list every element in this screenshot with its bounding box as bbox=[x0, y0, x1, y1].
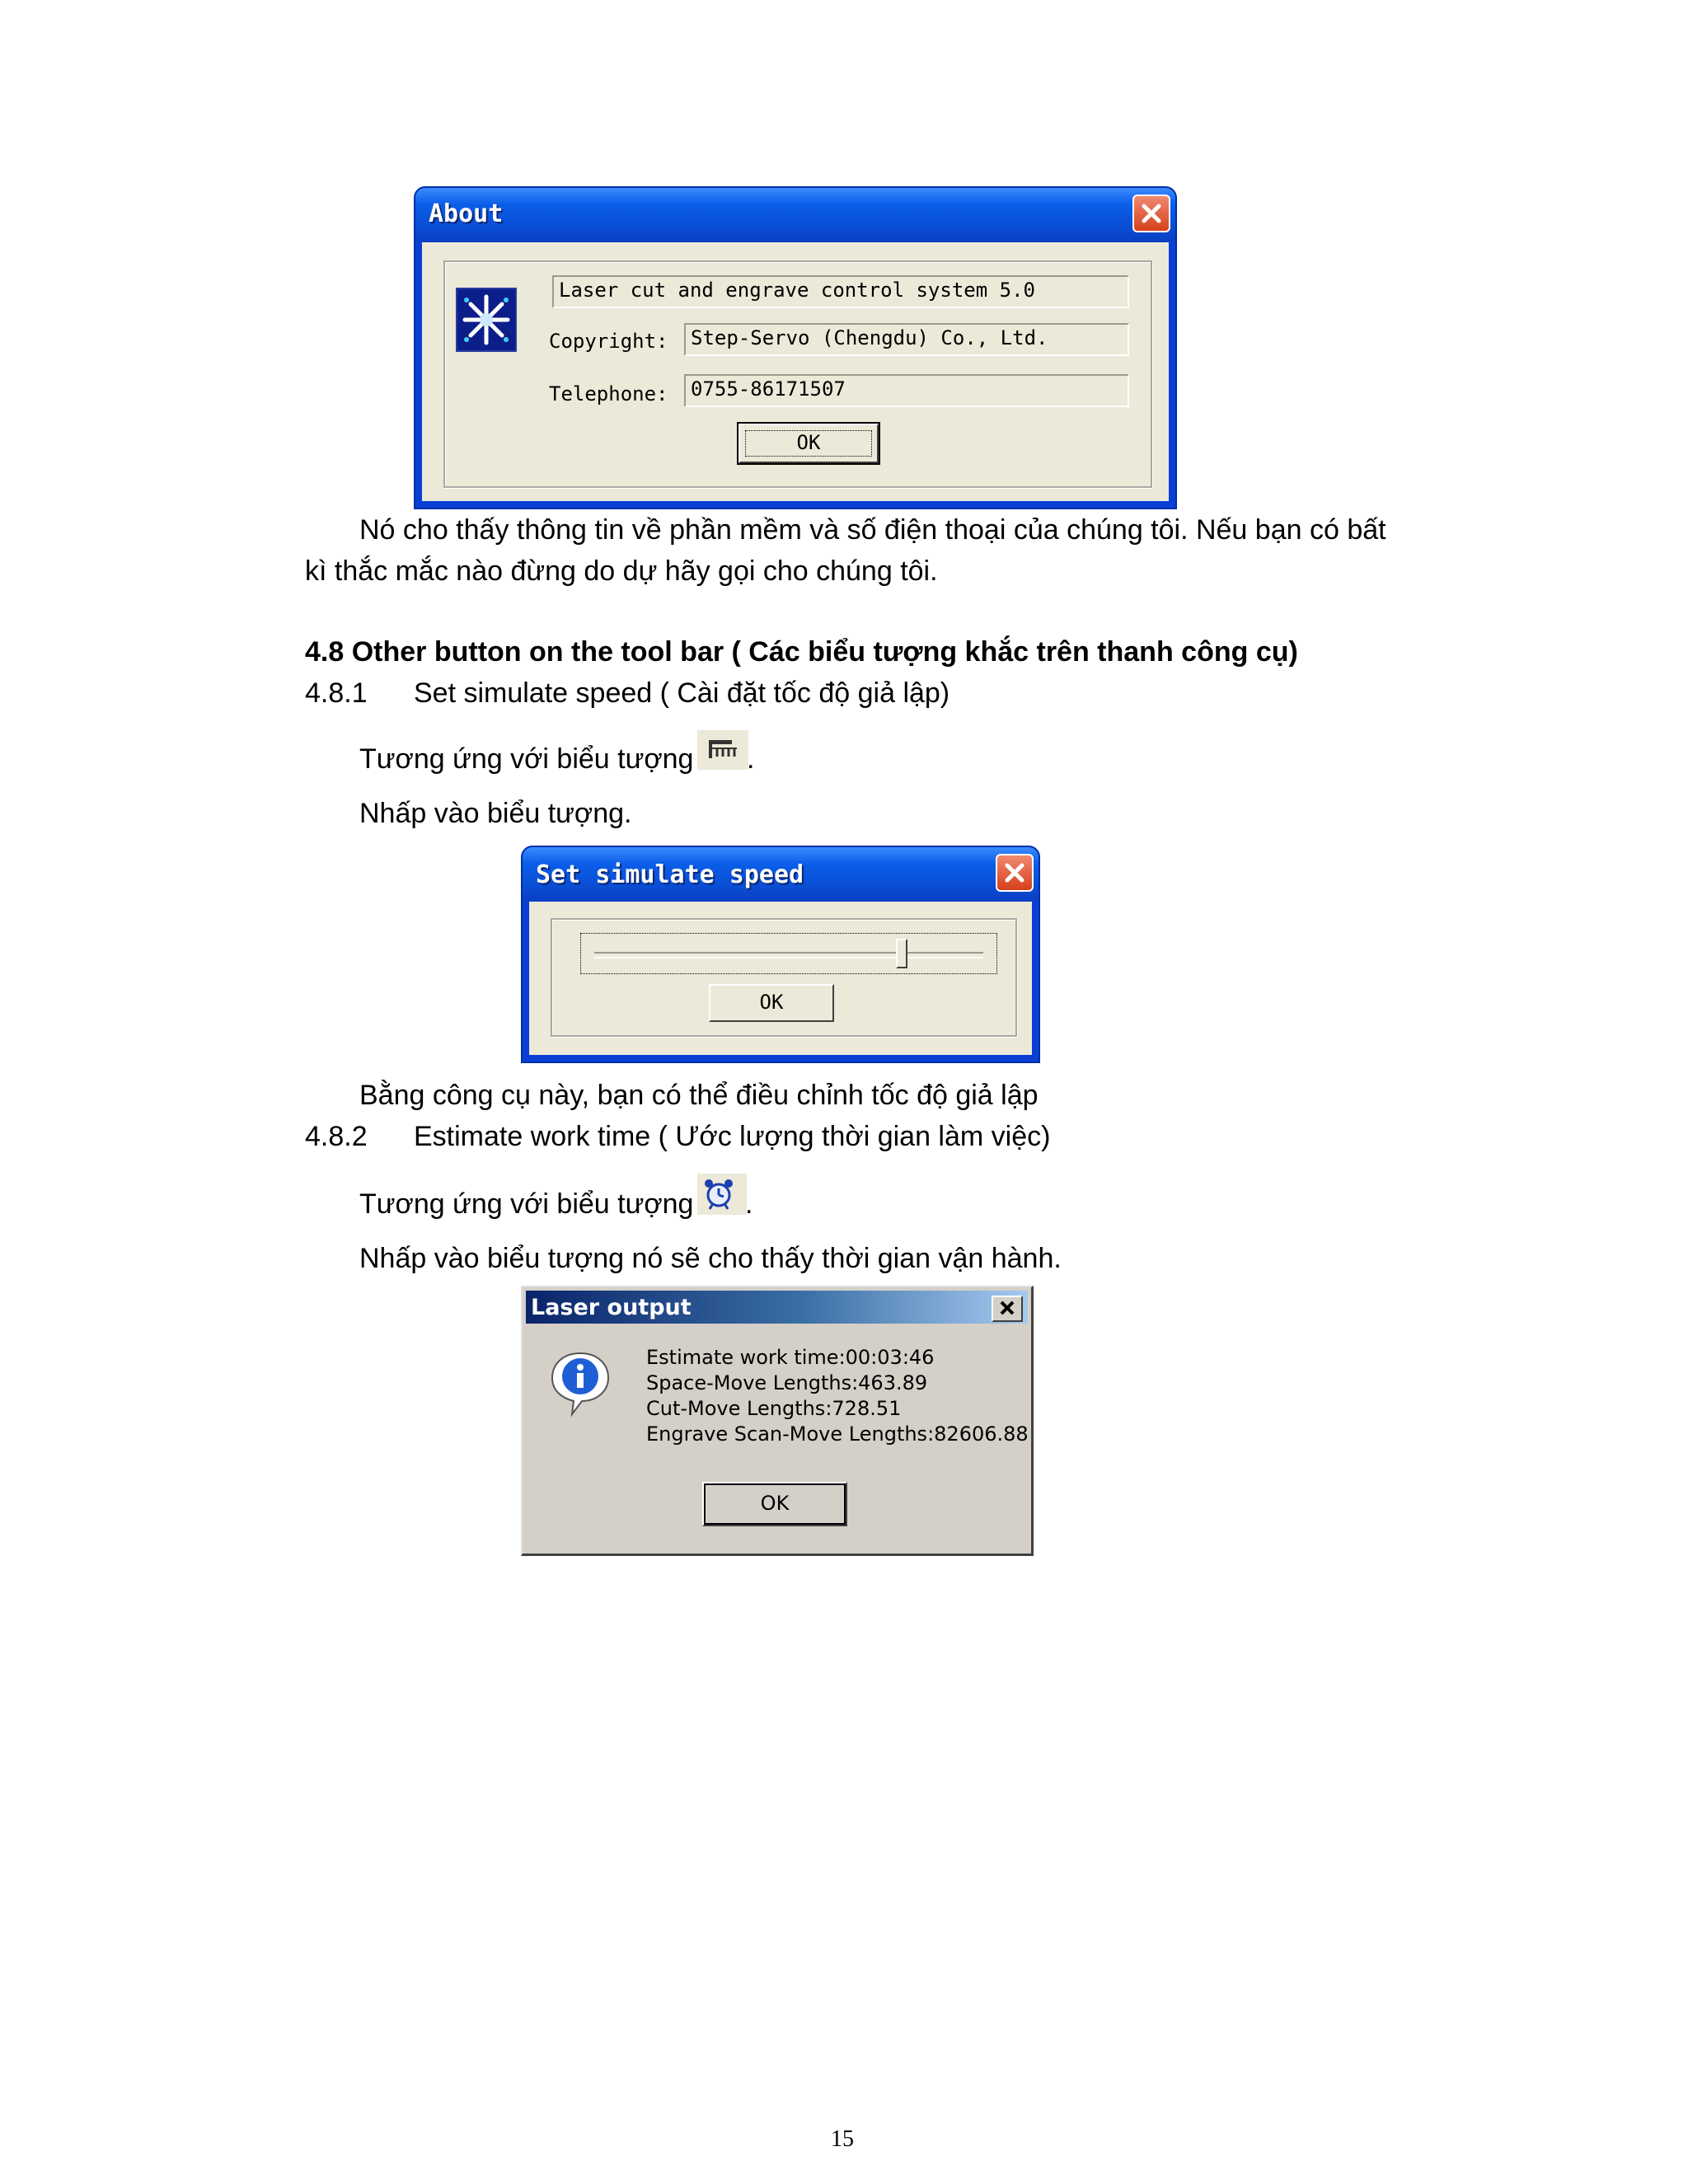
copyright-label: Copyright: bbox=[549, 330, 668, 353]
focus-rect bbox=[745, 430, 872, 457]
section-number-4-8-2: 4.8.2 bbox=[305, 1121, 368, 1152]
section-title-4-8-1: Set simulate speed ( Cài đặt tốc độ giả lập) bbox=[414, 677, 950, 709]
laser-output-line: Space-Move Lengths:463.89 bbox=[646, 1371, 928, 1394]
page-number: 15 bbox=[831, 2126, 854, 2152]
about-group-box bbox=[443, 260, 1152, 488]
speed-paragraph: Bằng công cụ này, bạn có thể điều chỉnh tốc độ giả lập bbox=[359, 1080, 1039, 1111]
worktime-click-line: Nhấp vào biểu tượng nó sẽ cho thấy thời gian vận hành. bbox=[359, 1243, 1062, 1274]
telephone-value: 0755-86171507 bbox=[691, 377, 846, 401]
speed-icon-text: Tương ứng với biểu tượng bbox=[359, 743, 694, 775]
slider-thumb[interactable] bbox=[896, 939, 907, 968]
telephone-label: Telephone: bbox=[549, 382, 668, 405]
section-title-4-8-2: Estimate work time ( Ước lượng thời gian làm việc) bbox=[414, 1121, 1051, 1152]
speed-dialog bbox=[521, 846, 1040, 1063]
product-field bbox=[552, 275, 1129, 308]
section-number-4-8-1: 4.8.1 bbox=[305, 677, 368, 709]
about-ok-label: OK bbox=[796, 431, 821, 454]
laser-output-title-bar[interactable] bbox=[526, 1291, 1028, 1324]
laser-output-line: Engrave Scan-Move Lengths:82606.88 bbox=[646, 1422, 1029, 1446]
about-title-bar[interactable] bbox=[415, 188, 1175, 242]
speed-ok-button[interactable] bbox=[709, 984, 834, 1022]
laser-output-dialog bbox=[521, 1286, 1034, 1556]
laser-output-title: Laser output bbox=[531, 1295, 692, 1320]
close-icon[interactable] bbox=[1132, 194, 1170, 232]
laser-output-ok-label: OK bbox=[760, 1492, 790, 1515]
telephone-field bbox=[684, 374, 1129, 407]
laser-output-line: Cut-Move Lengths:728.51 bbox=[646, 1397, 902, 1420]
about-paragraph-line1: Nó cho thấy thông tin về phần mềm và số điện thoại của chúng tôi. Nếu bạn có bất bbox=[359, 514, 1386, 546]
worktime-icon-period: . bbox=[745, 1188, 753, 1220]
speed-client bbox=[529, 902, 1032, 1055]
speed-ok-label: OK bbox=[759, 991, 784, 1014]
app-logo-icon bbox=[455, 287, 518, 353]
worktime-icon-sentence bbox=[359, 1183, 693, 1225]
worktime-icon-text: Tương ứng với biểu tượng bbox=[359, 1188, 694, 1220]
laser-output-ok-button[interactable] bbox=[702, 1482, 847, 1526]
copyright-value: Step-Servo (Chengdu) Co., Ltd. bbox=[691, 326, 1048, 349]
speed-icon-sentence bbox=[359, 738, 693, 780]
close-icon[interactable] bbox=[992, 1296, 1023, 1322]
simulate-speed-icon bbox=[697, 730, 748, 770]
about-ok-button[interactable] bbox=[738, 424, 879, 463]
about-client bbox=[422, 242, 1169, 501]
speed-title: Set simulate speed bbox=[536, 860, 804, 889]
copyright-field bbox=[684, 323, 1129, 356]
section-heading-4-8: 4.8 Other button on the tool bar ( Các biểu tượng khắc trên thanh công cụ) bbox=[305, 636, 1298, 668]
about-paragraph-line2: kì thắc mắc nào đừng do dự hãy gọi cho chúng tôi. bbox=[305, 555, 938, 587]
product-name: Laser cut and engrave control system 5.0 bbox=[559, 279, 1035, 302]
speed-title-bar[interactable] bbox=[523, 847, 1039, 902]
about-dialog bbox=[414, 186, 1177, 509]
speed-slider[interactable] bbox=[580, 933, 997, 974]
speed-group-box bbox=[551, 918, 1017, 1037]
speed-click-line: Nhấp vào biểu tượng. bbox=[359, 798, 632, 829]
speed-icon-period: . bbox=[747, 743, 755, 775]
laser-output-line: Estimate work time:00:03:46 bbox=[646, 1346, 935, 1369]
slider-track bbox=[594, 952, 983, 958]
alarm-clock-icon bbox=[697, 1174, 747, 1215]
info-icon bbox=[547, 1348, 613, 1418]
close-icon[interactable] bbox=[996, 854, 1034, 892]
about-title: About bbox=[429, 199, 504, 228]
